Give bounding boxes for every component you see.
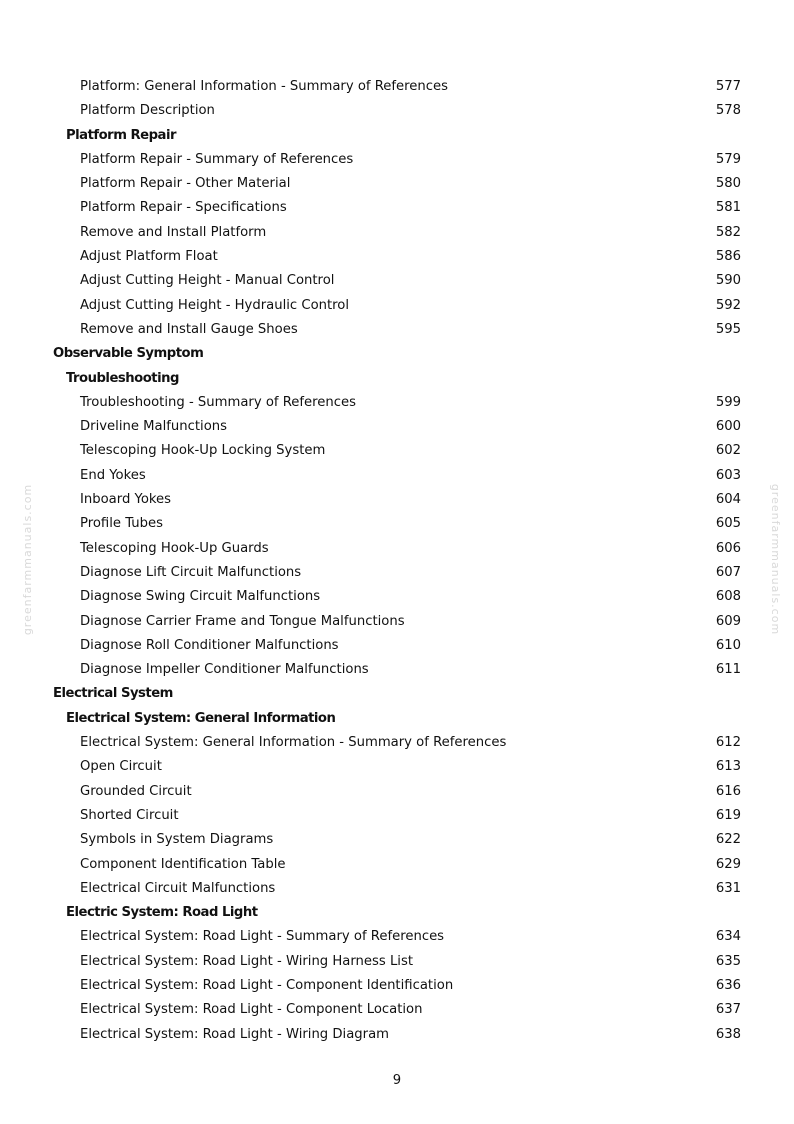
toc-entry-title: Diagnose Lift Circuit Malfunctions — [80, 564, 302, 580]
toc-entry-page-number: 636 — [715, 977, 741, 993]
toc-entry-title: Remove and Install Gauge Shoes — [80, 321, 298, 337]
toc-entry-page-number: 604 — [715, 492, 741, 508]
page-number: 9 — [392, 1073, 402, 1088]
toc-entry-page-number: 634 — [715, 929, 741, 945]
toc-entry[interactable] — [0, 877, 794, 901]
toc-entry-page-number: 582 — [715, 224, 741, 240]
toc-entry-page-number: 605 — [715, 516, 741, 532]
toc-entry-title: Remove and Install Platform — [80, 224, 267, 240]
toc-entry-page-number: 619 — [715, 807, 741, 823]
toc-entry-title: Adjust Cutting Height - Hydraulic Control — [80, 297, 350, 313]
toc-entry[interactable] — [0, 828, 794, 852]
toc-entry-page-number: 629 — [715, 856, 741, 872]
toc-entry-title: Diagnose Carrier Frame and Tongue Malfunctions — [80, 613, 405, 629]
toc-entry-title: Component Identification Table — [80, 856, 286, 872]
watermark-right: greenfarmmanuals.com — [769, 483, 783, 636]
toc-entry-page-number: 638 — [715, 1026, 741, 1042]
toc-entry[interactable] — [0, 269, 794, 293]
toc-entry-page-number: 602 — [715, 443, 741, 459]
toc-entry-title: End Yokes — [80, 467, 146, 483]
toc-entry-page-number: 595 — [715, 321, 741, 337]
toc-entry-page-number: 578 — [715, 103, 741, 119]
toc-entry-title: Platform Description — [80, 103, 215, 119]
toc-entry[interactable] — [0, 294, 794, 318]
toc-entry-title: Electric System: Road Light — [66, 905, 258, 921]
toc-entry-page-number: 610 — [715, 637, 741, 653]
toc-entry-page-number: 631 — [715, 880, 741, 896]
toc-entry[interactable] — [0, 804, 794, 828]
toc-entry-title: Electrical System: Road Light - Wiring Harness List — [80, 953, 414, 969]
toc-entry-title: Adjust Platform Float — [80, 249, 218, 265]
toc-entry[interactable] — [0, 245, 794, 269]
toc-entry-title: Electrical System: General Information - Summary of References — [80, 735, 507, 751]
toc-entry[interactable] — [0, 512, 794, 536]
toc-entry[interactable] — [0, 853, 794, 877]
toc-entry[interactable] — [0, 537, 794, 561]
toc-entry-title: Electrical System: Road Light - Wiring Diagram — [80, 1026, 389, 1042]
toc-entry[interactable] — [0, 780, 794, 804]
toc-entry-title: Electrical Circuit Malfunctions — [80, 880, 276, 896]
toc-entry-title: Diagnose Swing Circuit Malfunctions — [80, 589, 321, 605]
toc-entry[interactable] — [0, 148, 794, 172]
toc-entry-title: Platform Repair - Summary of References — [80, 151, 354, 167]
toc-entry-title: Electrical System: General Information — [66, 710, 336, 726]
toc-entry[interactable] — [0, 1023, 794, 1047]
toc-section-heading[interactable] — [0, 342, 794, 366]
toc-entry[interactable] — [0, 488, 794, 512]
toc-subsection-heading[interactable] — [0, 707, 794, 731]
toc-entry-title: Electrical System — [53, 686, 173, 702]
toc-entry[interactable] — [0, 99, 794, 123]
toc-entry-page-number: 581 — [715, 200, 741, 216]
toc-entry-page-number: 577 — [715, 79, 741, 94]
toc-entry-page-number: 635 — [715, 953, 741, 969]
toc-entry[interactable] — [0, 950, 794, 974]
toc-entry[interactable] — [0, 634, 794, 658]
toc-entry-page-number: 622 — [715, 832, 741, 848]
toc-entry[interactable] — [0, 75, 794, 99]
toc-entry[interactable] — [0, 658, 794, 682]
toc-entry-title: Driveline Malfunctions — [80, 419, 228, 435]
toc-entry-title: Profile Tubes — [80, 516, 163, 532]
toc-entry[interactable] — [0, 196, 794, 220]
toc-entry-page-number: 580 — [715, 176, 741, 192]
toc-entry-title: Platform Repair - Specifications — [80, 200, 287, 216]
toc-entry-title: Platform: General Information - Summary of References — [80, 79, 448, 94]
toc-entry-page-number: 579 — [715, 151, 741, 167]
toc-entry-page-number: 599 — [715, 394, 741, 410]
toc-entry[interactable] — [0, 610, 794, 634]
toc-entry-page-number: 611 — [715, 662, 741, 678]
toc-entry[interactable] — [0, 415, 794, 439]
toc-entry-page-number: 613 — [715, 759, 741, 775]
toc-entry-page-number: 586 — [715, 249, 741, 265]
toc-entry-title: Electrical System: Road Light - Summary of References — [80, 929, 445, 945]
toc-entry[interactable] — [0, 318, 794, 342]
toc-entry[interactable] — [0, 464, 794, 488]
toc-entry-title: Grounded Circuit — [80, 783, 192, 799]
toc-entry[interactable] — [0, 731, 794, 755]
toc-entry-title: Diagnose Impeller Conditioner Malfunctions — [80, 662, 369, 678]
watermark-left: greenfarmmanuals.com — [21, 483, 35, 636]
toc-entry-title: Symbols in System Diagrams — [80, 832, 274, 848]
toc-entry-page-number: 608 — [715, 589, 741, 605]
toc-entry-title: Observable Symptom — [53, 346, 204, 362]
toc-entry[interactable] — [0, 172, 794, 196]
toc-entry[interactable] — [0, 998, 794, 1022]
toc-subsection-heading[interactable] — [0, 367, 794, 391]
toc-entry-page-number: 609 — [715, 613, 741, 629]
toc-entry-page-number: 637 — [715, 1002, 741, 1018]
toc-entry-page-number: 606 — [715, 540, 741, 556]
toc-entry-title: Open Circuit — [80, 759, 162, 775]
toc-entry-page-number: 603 — [715, 467, 741, 483]
toc-entry-title: Telescoping Hook-Up Locking System — [80, 443, 326, 459]
toc-entry-page-number: 607 — [715, 564, 741, 580]
toc-subsection-heading[interactable] — [0, 124, 794, 148]
toc-entry-title: Troubleshooting - Summary of References — [80, 394, 356, 410]
toc-entry-title: Adjust Cutting Height - Manual Control — [80, 273, 335, 289]
toc-entry-page-number: 612 — [715, 735, 741, 751]
toc-entry-title: Electrical System: Road Light - Component Location — [80, 1002, 423, 1018]
toc-entry-title: Inboard Yokes — [80, 492, 172, 508]
toc-entry[interactable] — [0, 221, 794, 245]
toc-entry-page-number: 616 — [715, 783, 741, 799]
toc-entry-title: Platform Repair — [66, 127, 176, 143]
toc-entry[interactable] — [0, 391, 794, 415]
toc-entry[interactable] — [0, 755, 794, 779]
toc-entry-title: Shorted Circuit — [80, 807, 179, 823]
toc-entry[interactable] — [0, 585, 794, 609]
toc-subsection-heading[interactable] — [0, 901, 794, 925]
toc-entry[interactable] — [0, 561, 794, 585]
table-of-contents — [0, 75, 794, 1047]
toc-entry-page-number: 600 — [715, 419, 741, 435]
toc-entry[interactable] — [0, 439, 794, 463]
toc-entry-title: Telescoping Hook-Up Guards — [80, 540, 269, 556]
toc-entry-title: Electrical System: Road Light - Component Identification — [80, 977, 454, 993]
toc-entry[interactable] — [0, 974, 794, 998]
toc-entry-title: Platform Repair - Other Material — [80, 176, 291, 192]
toc-entry-title: Diagnose Roll Conditioner Malfunctions — [80, 637, 339, 653]
toc-entry-page-number: 592 — [715, 297, 741, 313]
toc-entry[interactable] — [0, 925, 794, 949]
toc-entry-page-number: 590 — [715, 273, 741, 289]
toc-entry-title: Troubleshooting — [66, 370, 179, 386]
toc-section-heading[interactable] — [0, 682, 794, 706]
